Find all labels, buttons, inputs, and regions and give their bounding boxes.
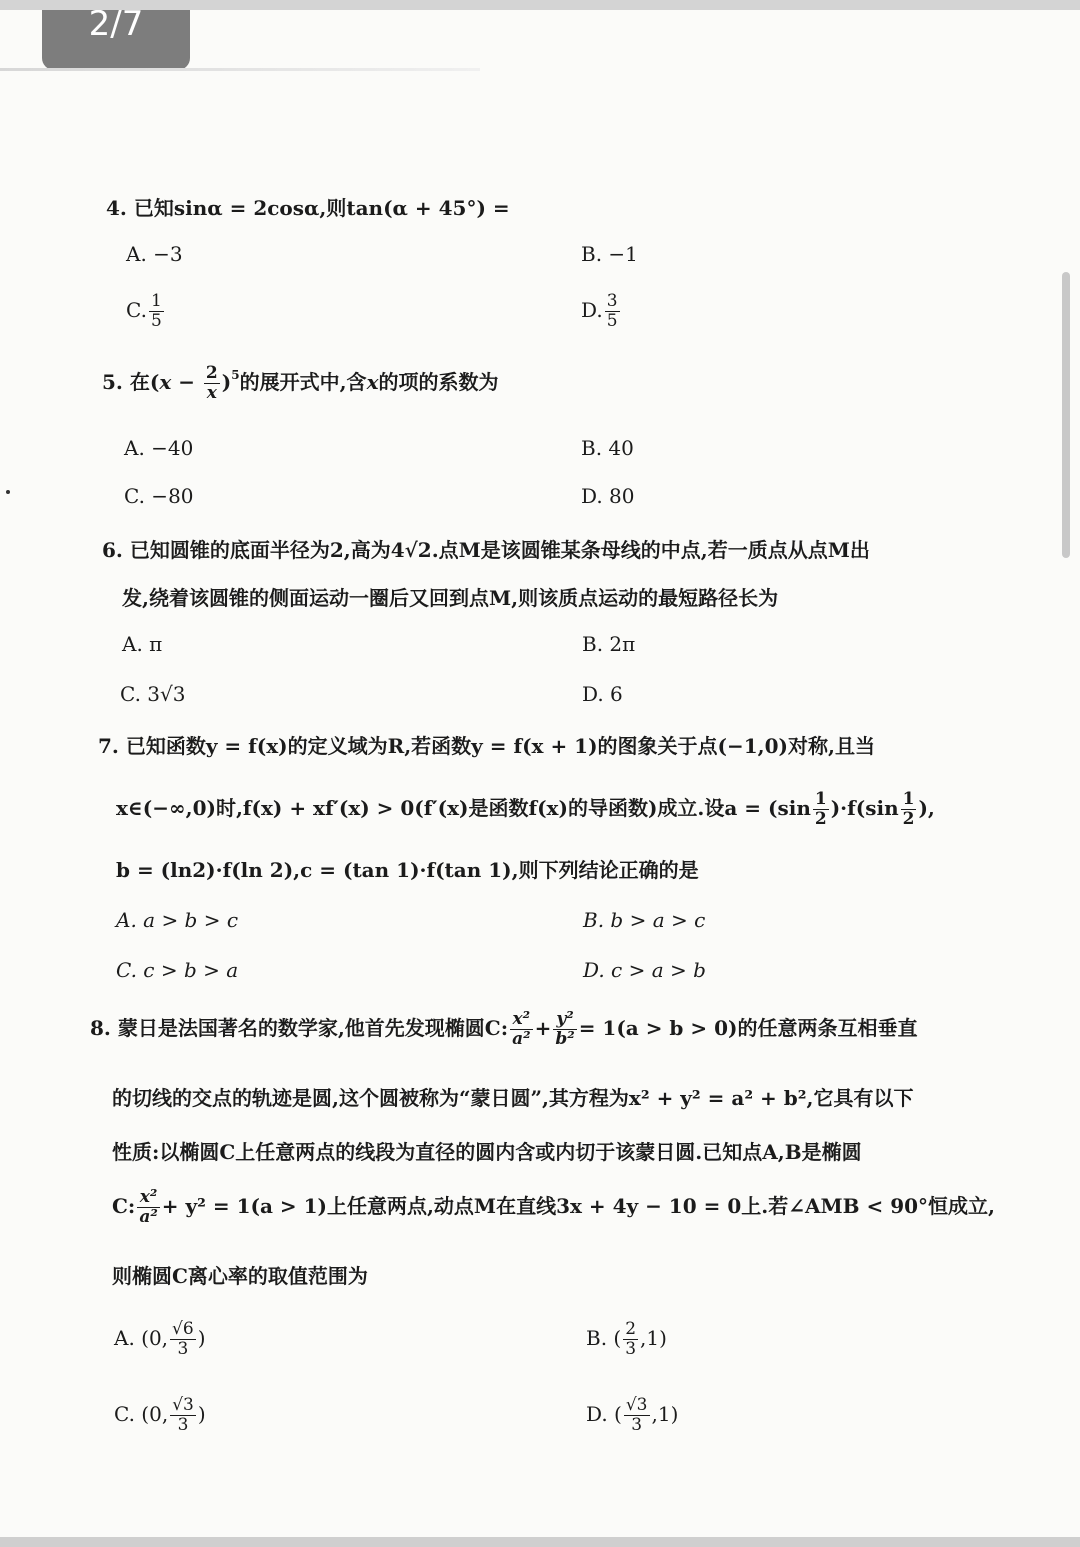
q5-option-c: C. −80	[124, 484, 194, 508]
q8-stem-line2: 的切线的交点的轨迹是圆,这个圆被称为“蒙日圆”,其方程为x² + y² = a² + b²,它具有以下	[112, 1086, 914, 1110]
scrollbar[interactable]	[1062, 272, 1070, 558]
q8-stem-line3: 性质:以椭圆C上任意两点的线段为直径的圆内含或内切于该蒙日圆.已知点A,B是椭圆	[112, 1140, 862, 1164]
q7-option-d: D. c > a > b	[583, 958, 706, 982]
scan-smudge	[0, 68, 480, 71]
page-indicator: 2/7	[42, 10, 190, 70]
top-bar	[0, 0, 1080, 10]
q5-stem: 5. 在(x − $\frac{2}{x}$ )$^5$的展开式中,含x的项的系数为	[102, 363, 499, 403]
q7-option-a: A. a > b > c	[116, 908, 239, 932]
q7-stem-line1: 7. 已知函数y = f(x)的定义域为R,若函数y = f(x + 1)的图象关于点(−1,0)对称,且当	[98, 734, 875, 758]
q4-option-c: C. $\frac{1}{5}$	[126, 291, 162, 331]
q4-option-d: D. $\frac{3}{5}$	[581, 291, 618, 331]
q6-option-a: A. π	[122, 632, 163, 656]
q5-option-a: A. −40	[124, 436, 194, 460]
q8-option-a: A. (0, $\frac{√6}{3}$ )	[114, 1319, 206, 1359]
q5-option-b: B. 40	[581, 436, 634, 460]
document-page	[0, 10, 1080, 1537]
q4-option-b: B. −1	[581, 242, 638, 266]
q6-option-c: C. 3√3	[120, 682, 186, 706]
q8-stem-line4: C: $\frac{\text{x²}}{\text{a²}}$ + y² = 1(a > 1)上任意两点,动点M在直线3x + 4y − 10 = 0上.若∠AMB < 90°恒成立,	[112, 1187, 996, 1227]
q7-stem-line2: x∈(−∞,0)时,f(x) + xf′(x) > 0(f′(x)是函数f(x)的导函数)成立.设a = (sin $\frac{1}{2}$ )·f(sin $\frac{1}{2}$ ),	[116, 789, 935, 829]
q6-stem-line2: 发,绕着该圆锥的侧面运动一圈后又回到点M,则该质点运动的最短路径长为	[122, 586, 779, 610]
q8-option-c: C. (0, $\frac{√3}{3}$ )	[114, 1395, 206, 1435]
q7-option-c: C. c > b > a	[116, 958, 239, 982]
bottom-bar	[0, 1537, 1080, 1547]
q4-option-a: A. −3	[126, 242, 183, 266]
q4-stem: 4. 已知sinα = 2cosα,则tan(α + 45°) =	[106, 196, 510, 220]
cut-off-footer	[400, 1480, 680, 1486]
q6-option-d: D. 6	[582, 682, 623, 706]
scan-dot	[6, 490, 10, 494]
q6-stem-line1: 6. 已知圆锥的底面半径为2,高为4√2.点M是该圆锥某条母线的中点,若一质点从点M出	[102, 538, 870, 562]
q5-option-d: D. 80	[581, 484, 635, 508]
q8-option-b: B. ( $\frac{2}{3}$ ,1)	[586, 1319, 667, 1359]
q8-stem-line1: 8. 蒙日是法国著名的数学家,他首先发现椭圆C: $\frac{\text{x²}}{\text{a²}}$ + $\frac{\text{y²}}{\text{b²}}$ = 1(a > b > 0)的任意两条互相垂直	[90, 1009, 918, 1049]
q7-stem-line3: b = (ln2)·f(ln 2),c = (tan 1)·f(tan 1),则下列结论正确的是	[116, 858, 699, 882]
q7-option-b: B. b > a > c	[583, 908, 706, 932]
q8-option-d: D. ( $\frac{√3}{3}$ ,1)	[586, 1395, 679, 1435]
q8-stem-line5: 则椭圆C离心率的取值范围为	[112, 1264, 368, 1288]
q6-option-b: B. 2π	[582, 632, 636, 656]
